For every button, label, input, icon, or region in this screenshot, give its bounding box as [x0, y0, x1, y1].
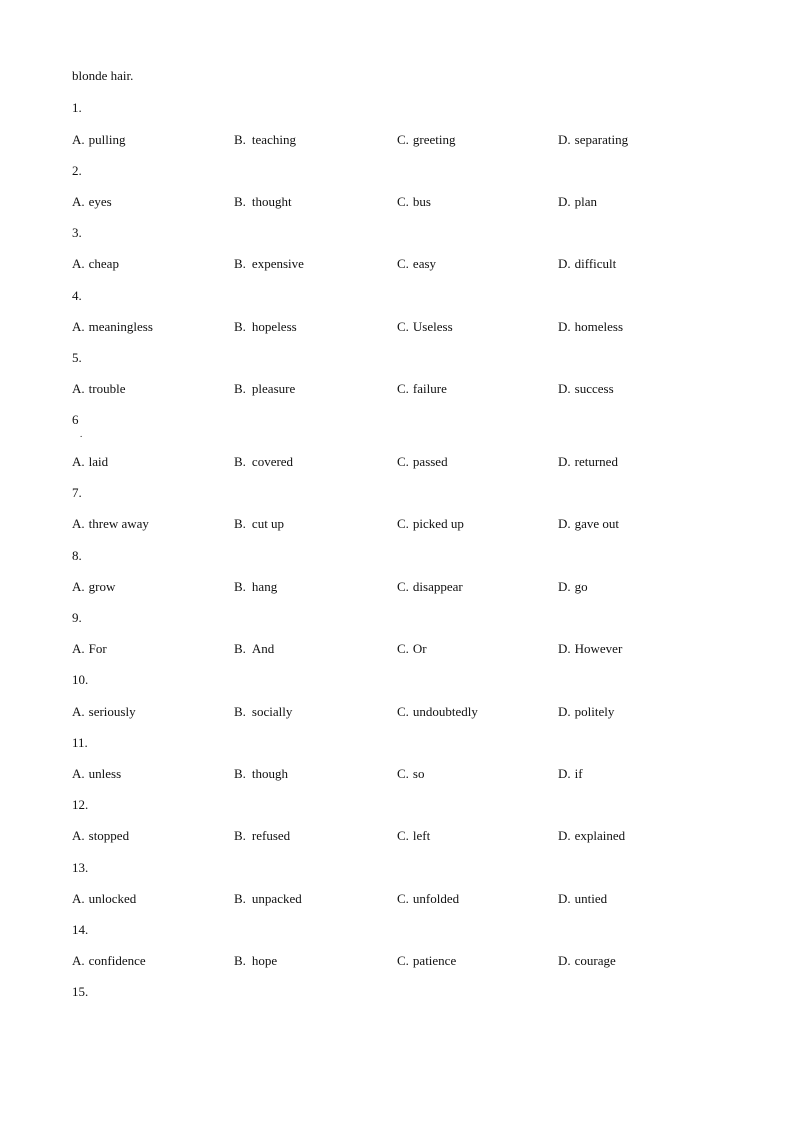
option-d: D. if [558, 766, 583, 781]
option-c: C. passed [397, 454, 448, 469]
option-d: D. go [558, 579, 588, 594]
question-number: 15. [72, 984, 89, 999]
option-b: B. hang [234, 579, 278, 594]
question-number: 9. [72, 610, 82, 625]
option-d: D. returned [558, 454, 618, 469]
question-number: 10. [72, 672, 89, 687]
option-c: C. picked up [397, 516, 464, 531]
option-a: A. stopped [72, 828, 130, 843]
question-number: 11. [72, 735, 88, 750]
option-a: A. laid [72, 454, 109, 469]
question-number: 14. [72, 922, 89, 937]
options-row [72, 194, 722, 210]
question-number: 8. [72, 548, 82, 563]
option-a: A. confidence [72, 953, 146, 968]
option-b: B. covered [234, 454, 294, 469]
option-c: C. greeting [397, 132, 456, 147]
option-c: C. so [397, 766, 425, 781]
option-a: A. meaningless [72, 319, 153, 334]
question-number: 6 [72, 412, 79, 427]
option-c: C. easy [397, 256, 437, 271]
option-c: C. patience [397, 953, 457, 968]
option-d: D. politely [558, 704, 615, 719]
option-a: A. grow [72, 579, 116, 594]
option-a: A. trouble [72, 381, 126, 396]
stray-period-mark: . [80, 429, 83, 439]
option-c: C. left [397, 828, 431, 843]
option-a: A. unlocked [72, 891, 137, 906]
option-b: B. And [234, 641, 275, 656]
option-c: C. Or [397, 641, 427, 656]
option-c: C. Useless [397, 319, 453, 334]
question-number: 4. [72, 288, 82, 303]
option-c: C. failure [397, 381, 447, 396]
options-row [72, 381, 722, 397]
option-c: C. unfolded [397, 891, 460, 906]
option-d: D. explained [558, 828, 626, 843]
question-number: 12. [72, 797, 89, 812]
option-a: A. unless [72, 766, 122, 781]
option-d: D. separating [558, 132, 629, 147]
options-row [72, 953, 722, 969]
question-number: 13. [72, 860, 89, 875]
option-d: D. untied [558, 891, 608, 906]
question-number: 5. [72, 350, 82, 365]
option-d: D. courage [558, 953, 616, 968]
option-d: D. However [558, 641, 623, 656]
option-c: C. undoubtedly [397, 704, 478, 719]
option-b: B. hopeless [234, 319, 297, 334]
options-row [72, 828, 722, 844]
options-row [72, 766, 722, 782]
question-number: 2. [72, 163, 82, 178]
question-number: 3. [72, 225, 82, 240]
option-b: B. though [234, 766, 289, 781]
question-number: 7. [72, 485, 82, 500]
option-d: D. success [558, 381, 614, 396]
option-b: B. pleasure [234, 381, 296, 396]
option-a: A. cheap [72, 256, 119, 271]
intro-text: blonde hair. [72, 68, 134, 83]
option-b: B. expensive [234, 256, 304, 271]
options-row [72, 319, 722, 335]
options-row [72, 704, 722, 720]
option-b: B. thought [234, 194, 292, 209]
options-row [72, 132, 722, 148]
options-row [72, 579, 722, 595]
options-row [72, 641, 722, 657]
option-d: D. gave out [558, 516, 620, 531]
option-a: A. eyes [72, 194, 112, 209]
option-a: A. threw away [72, 516, 149, 531]
option-b: B. unpacked [234, 891, 302, 906]
options-row [72, 891, 722, 907]
option-a: A. For [72, 641, 107, 656]
option-b: B. cut up [234, 516, 285, 531]
option-d: D. plan [558, 194, 598, 209]
option-a: A. seriously [72, 704, 136, 719]
option-c: C. disappear [397, 579, 463, 594]
option-b: B. hope [234, 953, 278, 968]
options-row [72, 454, 722, 470]
option-a: A. pulling [72, 132, 126, 147]
option-c: C. bus [397, 194, 431, 209]
option-b: B. teaching [234, 132, 296, 147]
option-d: D. homeless [558, 319, 624, 334]
options-row [72, 256, 722, 272]
question-number: 1. [72, 100, 82, 115]
option-b: B. refused [234, 828, 291, 843]
options-row [72, 516, 722, 532]
option-d: D. difficult [558, 256, 617, 271]
option-b: B. socially [234, 704, 293, 719]
